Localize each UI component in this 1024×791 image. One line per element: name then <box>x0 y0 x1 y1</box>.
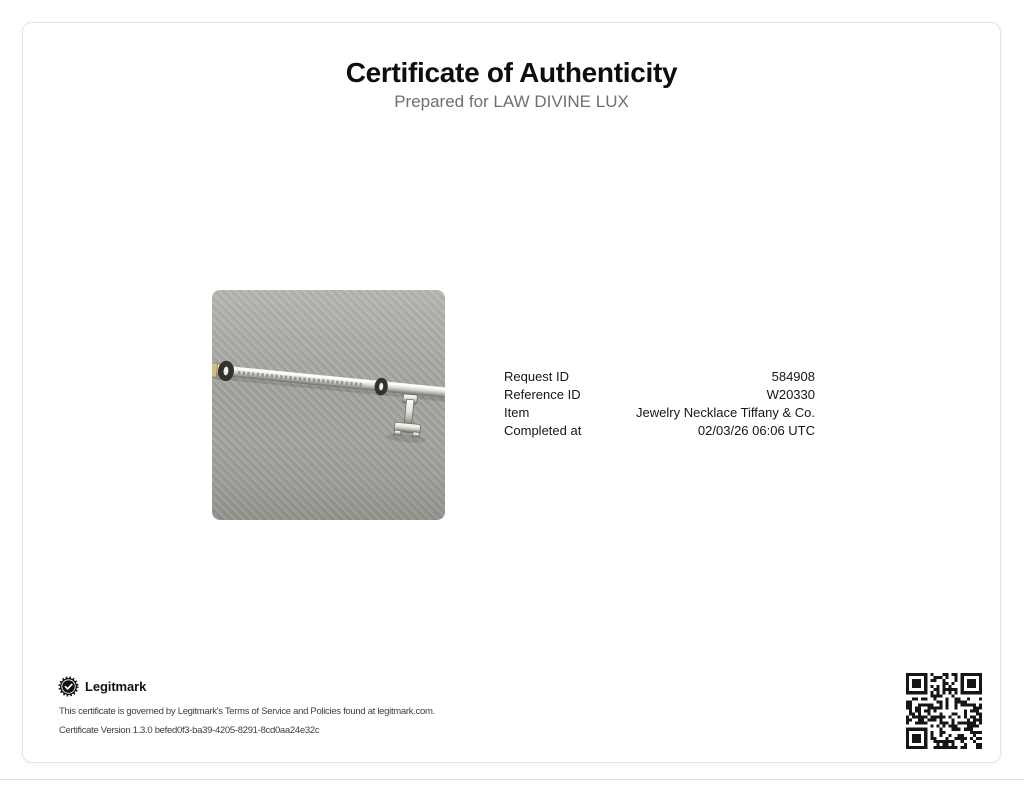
product-photo <box>212 290 445 520</box>
certificate-card <box>22 22 1001 763</box>
detail-row-request-id <box>504 368 815 386</box>
page-boundary-line <box>0 779 1024 780</box>
page-subtitle: Prepared for LAW DIVINE LUX <box>394 92 629 111</box>
governance-text: This certificate is governed by Legitmark's Terms of Service and Policies found at legitmark.com. <box>59 706 435 717</box>
certificate-details <box>504 368 815 440</box>
detail-value: Jewelry Necklace Tiffany & Co. <box>636 405 815 420</box>
detail-row-reference-id <box>504 386 815 404</box>
detail-row-completed-at <box>504 422 815 440</box>
brand-row <box>58 676 146 697</box>
detail-label: Reference ID <box>504 387 581 402</box>
detail-value: 02/03/26 06:06 UTC <box>697 423 815 438</box>
detail-row-item <box>504 404 815 422</box>
brand-name: Legitmark <box>85 679 147 694</box>
version-text: Certificate Version 1.3.0 befed0f3-ba39-4205-8291-8cd0aa24e32c <box>59 725 320 736</box>
detail-label: Completed at <box>504 423 582 438</box>
check-badge-icon <box>58 676 79 697</box>
page-title: Certificate of Authenticity <box>345 57 678 88</box>
detail-value: W20330 <box>766 387 815 402</box>
detail-value: 584908 <box>771 369 815 384</box>
detail-label: Item <box>504 405 530 420</box>
detail-label: Request ID <box>504 369 570 384</box>
qr-code <box>906 673 982 749</box>
